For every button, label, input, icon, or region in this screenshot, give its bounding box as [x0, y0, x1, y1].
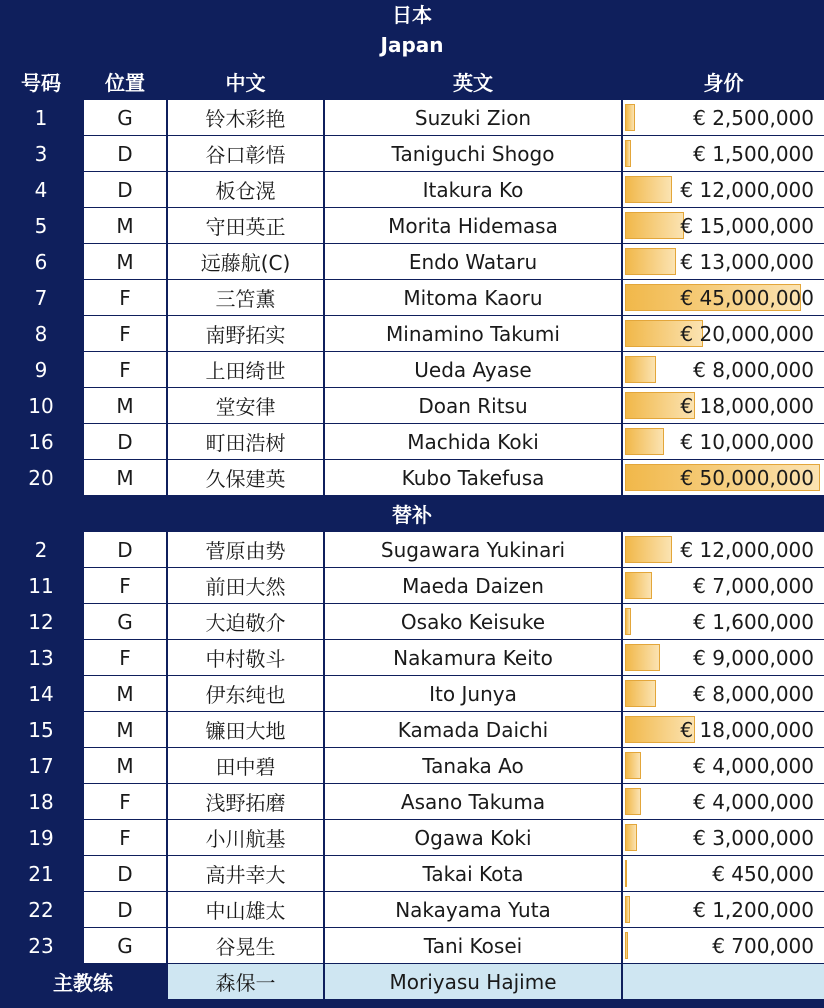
- player-number: 2: [0, 532, 82, 567]
- player-english-name: Takai Kota: [325, 856, 621, 891]
- player-position: F: [84, 820, 166, 855]
- player-chinese-name: 守田英正: [168, 208, 323, 243]
- value-bar: [625, 788, 641, 815]
- player-row: [0, 100, 824, 136]
- player-value: € 8,000,000: [693, 681, 814, 706]
- player-english-name: Machida Koki: [325, 424, 621, 459]
- player-chinese-name: 菅原由势: [168, 532, 323, 567]
- player-chinese-name: 南野拓实: [168, 316, 323, 351]
- player-value: € 12,000,000: [680, 177, 814, 202]
- subs-label: 替补: [0, 496, 824, 531]
- player-number: 17: [0, 748, 82, 783]
- player-position: F: [84, 640, 166, 675]
- player-english-name: Tanaka Ao: [325, 748, 621, 783]
- player-row: [0, 820, 824, 856]
- player-position: D: [84, 424, 166, 459]
- player-position: F: [84, 568, 166, 603]
- value-bar: [625, 248, 676, 275]
- player-english-name: Endo Wataru: [325, 244, 621, 279]
- player-row: [0, 748, 824, 784]
- player-chinese-name: 久保建英: [168, 460, 323, 495]
- player-position: D: [84, 856, 166, 891]
- player-row: [0, 136, 824, 172]
- player-value-cell: [623, 748, 824, 783]
- player-value: € 18,000,000: [680, 393, 814, 418]
- player-chinese-name: 上田绮世: [168, 352, 323, 387]
- player-value-cell: [623, 280, 824, 315]
- player-row: [0, 244, 824, 280]
- player-value-cell: [623, 676, 824, 711]
- player-value-cell: [623, 316, 824, 351]
- player-value: € 10,000,000: [680, 429, 814, 454]
- player-number: 23: [0, 928, 82, 963]
- player-value: € 13,000,000: [680, 249, 814, 274]
- player-number: 7: [0, 280, 82, 315]
- player-english-name: Doan Ritsu: [325, 388, 621, 423]
- player-row: [0, 424, 824, 460]
- player-value: € 12,000,000: [680, 537, 814, 562]
- player-number: 10: [0, 388, 82, 423]
- player-value-cell: [623, 928, 824, 963]
- player-number: 5: [0, 208, 82, 243]
- player-position: M: [84, 244, 166, 279]
- player-row: [0, 208, 824, 244]
- player-row: [0, 676, 824, 712]
- player-chinese-name: 高井幸大: [168, 856, 323, 891]
- team-subtitle: Japan: [0, 27, 824, 63]
- value-bar: [625, 356, 656, 383]
- header-english: 英文: [325, 64, 621, 99]
- player-row: [0, 712, 824, 748]
- player-position: M: [84, 676, 166, 711]
- player-value: € 4,000,000: [693, 753, 814, 778]
- player-row: [0, 280, 824, 316]
- player-position: M: [84, 748, 166, 783]
- player-chinese-name: 伊东纯也: [168, 676, 323, 711]
- coach-label: 主教练: [0, 964, 166, 999]
- player-chinese-name: 堂安律: [168, 388, 323, 423]
- value-bar: [625, 896, 630, 923]
- player-value: € 9,000,000: [693, 645, 814, 670]
- player-position: F: [84, 316, 166, 351]
- player-number: 13: [0, 640, 82, 675]
- player-row: [0, 352, 824, 388]
- player-value-cell: [623, 136, 824, 171]
- player-position: D: [84, 532, 166, 567]
- player-value: € 700,000: [712, 933, 814, 958]
- value-bar: [625, 752, 641, 779]
- value-bar: [625, 932, 628, 959]
- player-row: [0, 892, 824, 928]
- header-row: [0, 64, 824, 100]
- player-value-cell: [623, 244, 824, 279]
- player-value-cell: [623, 100, 824, 135]
- value-bar: [625, 860, 627, 887]
- player-chinese-name: 板仓滉: [168, 172, 323, 207]
- player-english-name: Mitoma Kaoru: [325, 280, 621, 315]
- player-position: D: [84, 892, 166, 927]
- player-chinese-name: 前田大然: [168, 568, 323, 603]
- player-value: € 7,000,000: [693, 573, 814, 598]
- player-value-cell: [623, 532, 824, 567]
- player-position: D: [84, 136, 166, 171]
- value-bar: [625, 428, 664, 455]
- player-value-cell: [623, 352, 824, 387]
- player-position: M: [84, 388, 166, 423]
- player-row: [0, 388, 824, 424]
- player-english-name: Nakamura Keito: [325, 640, 621, 675]
- player-value-cell: [623, 568, 824, 603]
- player-number: 6: [0, 244, 82, 279]
- player-row: [0, 928, 824, 964]
- team-title: 日本: [0, 0, 824, 27]
- coach-row: [0, 964, 824, 1000]
- player-row: [0, 316, 824, 352]
- player-value: € 50,000,000: [680, 465, 814, 490]
- coach-english-name: Moriyasu Hajime: [325, 964, 621, 999]
- value-bar: [625, 608, 631, 635]
- player-english-name: Ito Junya: [325, 676, 621, 711]
- player-chinese-name: 三笘薫: [168, 280, 323, 315]
- player-number: 19: [0, 820, 82, 855]
- player-position: F: [84, 784, 166, 819]
- player-english-name: Ogawa Koki: [325, 820, 621, 855]
- player-value: € 45,000,000: [680, 285, 814, 310]
- player-row: [0, 856, 824, 892]
- player-row: [0, 460, 824, 496]
- player-number: 1: [0, 100, 82, 135]
- coach-chinese-name: 森保一: [168, 964, 323, 999]
- player-value: € 1,200,000: [693, 897, 814, 922]
- value-bar: [625, 680, 656, 707]
- player-english-name: Kubo Takefusa: [325, 460, 621, 495]
- value-bar: [625, 644, 660, 671]
- player-english-name: Kamada Daichi: [325, 712, 621, 747]
- player-chinese-name: 中山雄太: [168, 892, 323, 927]
- player-chinese-name: 镰田大地: [168, 712, 323, 747]
- header-value: 身价: [623, 64, 824, 99]
- player-english-name: Osako Keisuke: [325, 604, 621, 639]
- player-number: 22: [0, 892, 82, 927]
- player-position: M: [84, 712, 166, 747]
- value-bar: [625, 212, 684, 239]
- player-number: 15: [0, 712, 82, 747]
- player-value: € 1,600,000: [693, 609, 814, 634]
- player-chinese-name: 中村敬斗: [168, 640, 323, 675]
- player-chinese-name: 町田浩树: [168, 424, 323, 459]
- player-chinese-name: 谷口彰悟: [168, 136, 323, 171]
- player-value-cell: [623, 604, 824, 639]
- player-chinese-name: 田中碧: [168, 748, 323, 783]
- player-number: 3: [0, 136, 82, 171]
- header-position: 位置: [84, 64, 166, 99]
- player-chinese-name: 铃木彩艳: [168, 100, 323, 135]
- player-number: 9: [0, 352, 82, 387]
- player-value-cell: [623, 208, 824, 243]
- player-number: 8: [0, 316, 82, 351]
- player-english-name: Morita Hidemasa: [325, 208, 621, 243]
- player-value-cell: [623, 424, 824, 459]
- player-value: € 450,000: [712, 861, 814, 886]
- player-position: D: [84, 172, 166, 207]
- player-position: F: [84, 352, 166, 387]
- player-value: € 20,000,000: [680, 321, 814, 346]
- player-chinese-name: 大迫敬介: [168, 604, 323, 639]
- player-value-cell: [623, 712, 824, 747]
- player-english-name: Suzuki Zion: [325, 100, 621, 135]
- player-value-cell: [623, 820, 824, 855]
- player-english-name: Nakayama Yuta: [325, 892, 621, 927]
- player-value: € 15,000,000: [680, 213, 814, 238]
- player-english-name: Itakura Ko: [325, 172, 621, 207]
- player-number: 18: [0, 784, 82, 819]
- player-number: 16: [0, 424, 82, 459]
- player-english-name: Tani Kosei: [325, 928, 621, 963]
- player-number: 14: [0, 676, 82, 711]
- player-chinese-name: 谷晃生: [168, 928, 323, 963]
- player-row: [0, 172, 824, 208]
- player-value-cell: [623, 460, 824, 495]
- player-number: 21: [0, 856, 82, 891]
- player-value-cell: [623, 892, 824, 927]
- player-row: [0, 604, 824, 640]
- player-english-name: Maeda Daizen: [325, 568, 621, 603]
- player-value: € 2,500,000: [693, 105, 814, 130]
- player-value: € 3,000,000: [693, 825, 814, 850]
- value-bar: [625, 176, 672, 203]
- player-row: [0, 532, 824, 568]
- header-number: 号码: [0, 64, 82, 99]
- value-bar: [625, 140, 631, 167]
- player-english-name: Sugawara Yukinari: [325, 532, 621, 567]
- player-row: [0, 784, 824, 820]
- player-position: G: [84, 100, 166, 135]
- player-value: € 8,000,000: [693, 357, 814, 382]
- player-number: 20: [0, 460, 82, 495]
- player-english-name: Taniguchi Shogo: [325, 136, 621, 171]
- player-position: M: [84, 460, 166, 495]
- player-position: G: [84, 928, 166, 963]
- player-value: € 4,000,000: [693, 789, 814, 814]
- coach-value-empty: [623, 964, 824, 999]
- value-bar: [625, 572, 652, 599]
- player-position: F: [84, 280, 166, 315]
- value-bar: [625, 104, 635, 131]
- header-chinese: 中文: [168, 64, 323, 99]
- player-english-name: Asano Takuma: [325, 784, 621, 819]
- player-row: [0, 640, 824, 676]
- player-number: 12: [0, 604, 82, 639]
- player-position: M: [84, 208, 166, 243]
- player-chinese-name: 远藤航(C): [168, 244, 323, 279]
- player-chinese-name: 浅野拓磨: [168, 784, 323, 819]
- player-value-cell: [623, 856, 824, 891]
- player-value-cell: [623, 640, 824, 675]
- player-value-cell: [623, 388, 824, 423]
- value-bar: [625, 824, 637, 851]
- player-chinese-name: 小川航基: [168, 820, 323, 855]
- player-value: € 1,500,000: [693, 141, 814, 166]
- player-position: G: [84, 604, 166, 639]
- player-number: 4: [0, 172, 82, 207]
- player-row: [0, 568, 824, 604]
- player-value-cell: [623, 784, 824, 819]
- player-value: € 18,000,000: [680, 717, 814, 742]
- player-value-cell: [623, 172, 824, 207]
- player-english-name: Ueda Ayase: [325, 352, 621, 387]
- player-english-name: Minamino Takumi: [325, 316, 621, 351]
- player-number: 11: [0, 568, 82, 603]
- value-bar: [625, 536, 672, 563]
